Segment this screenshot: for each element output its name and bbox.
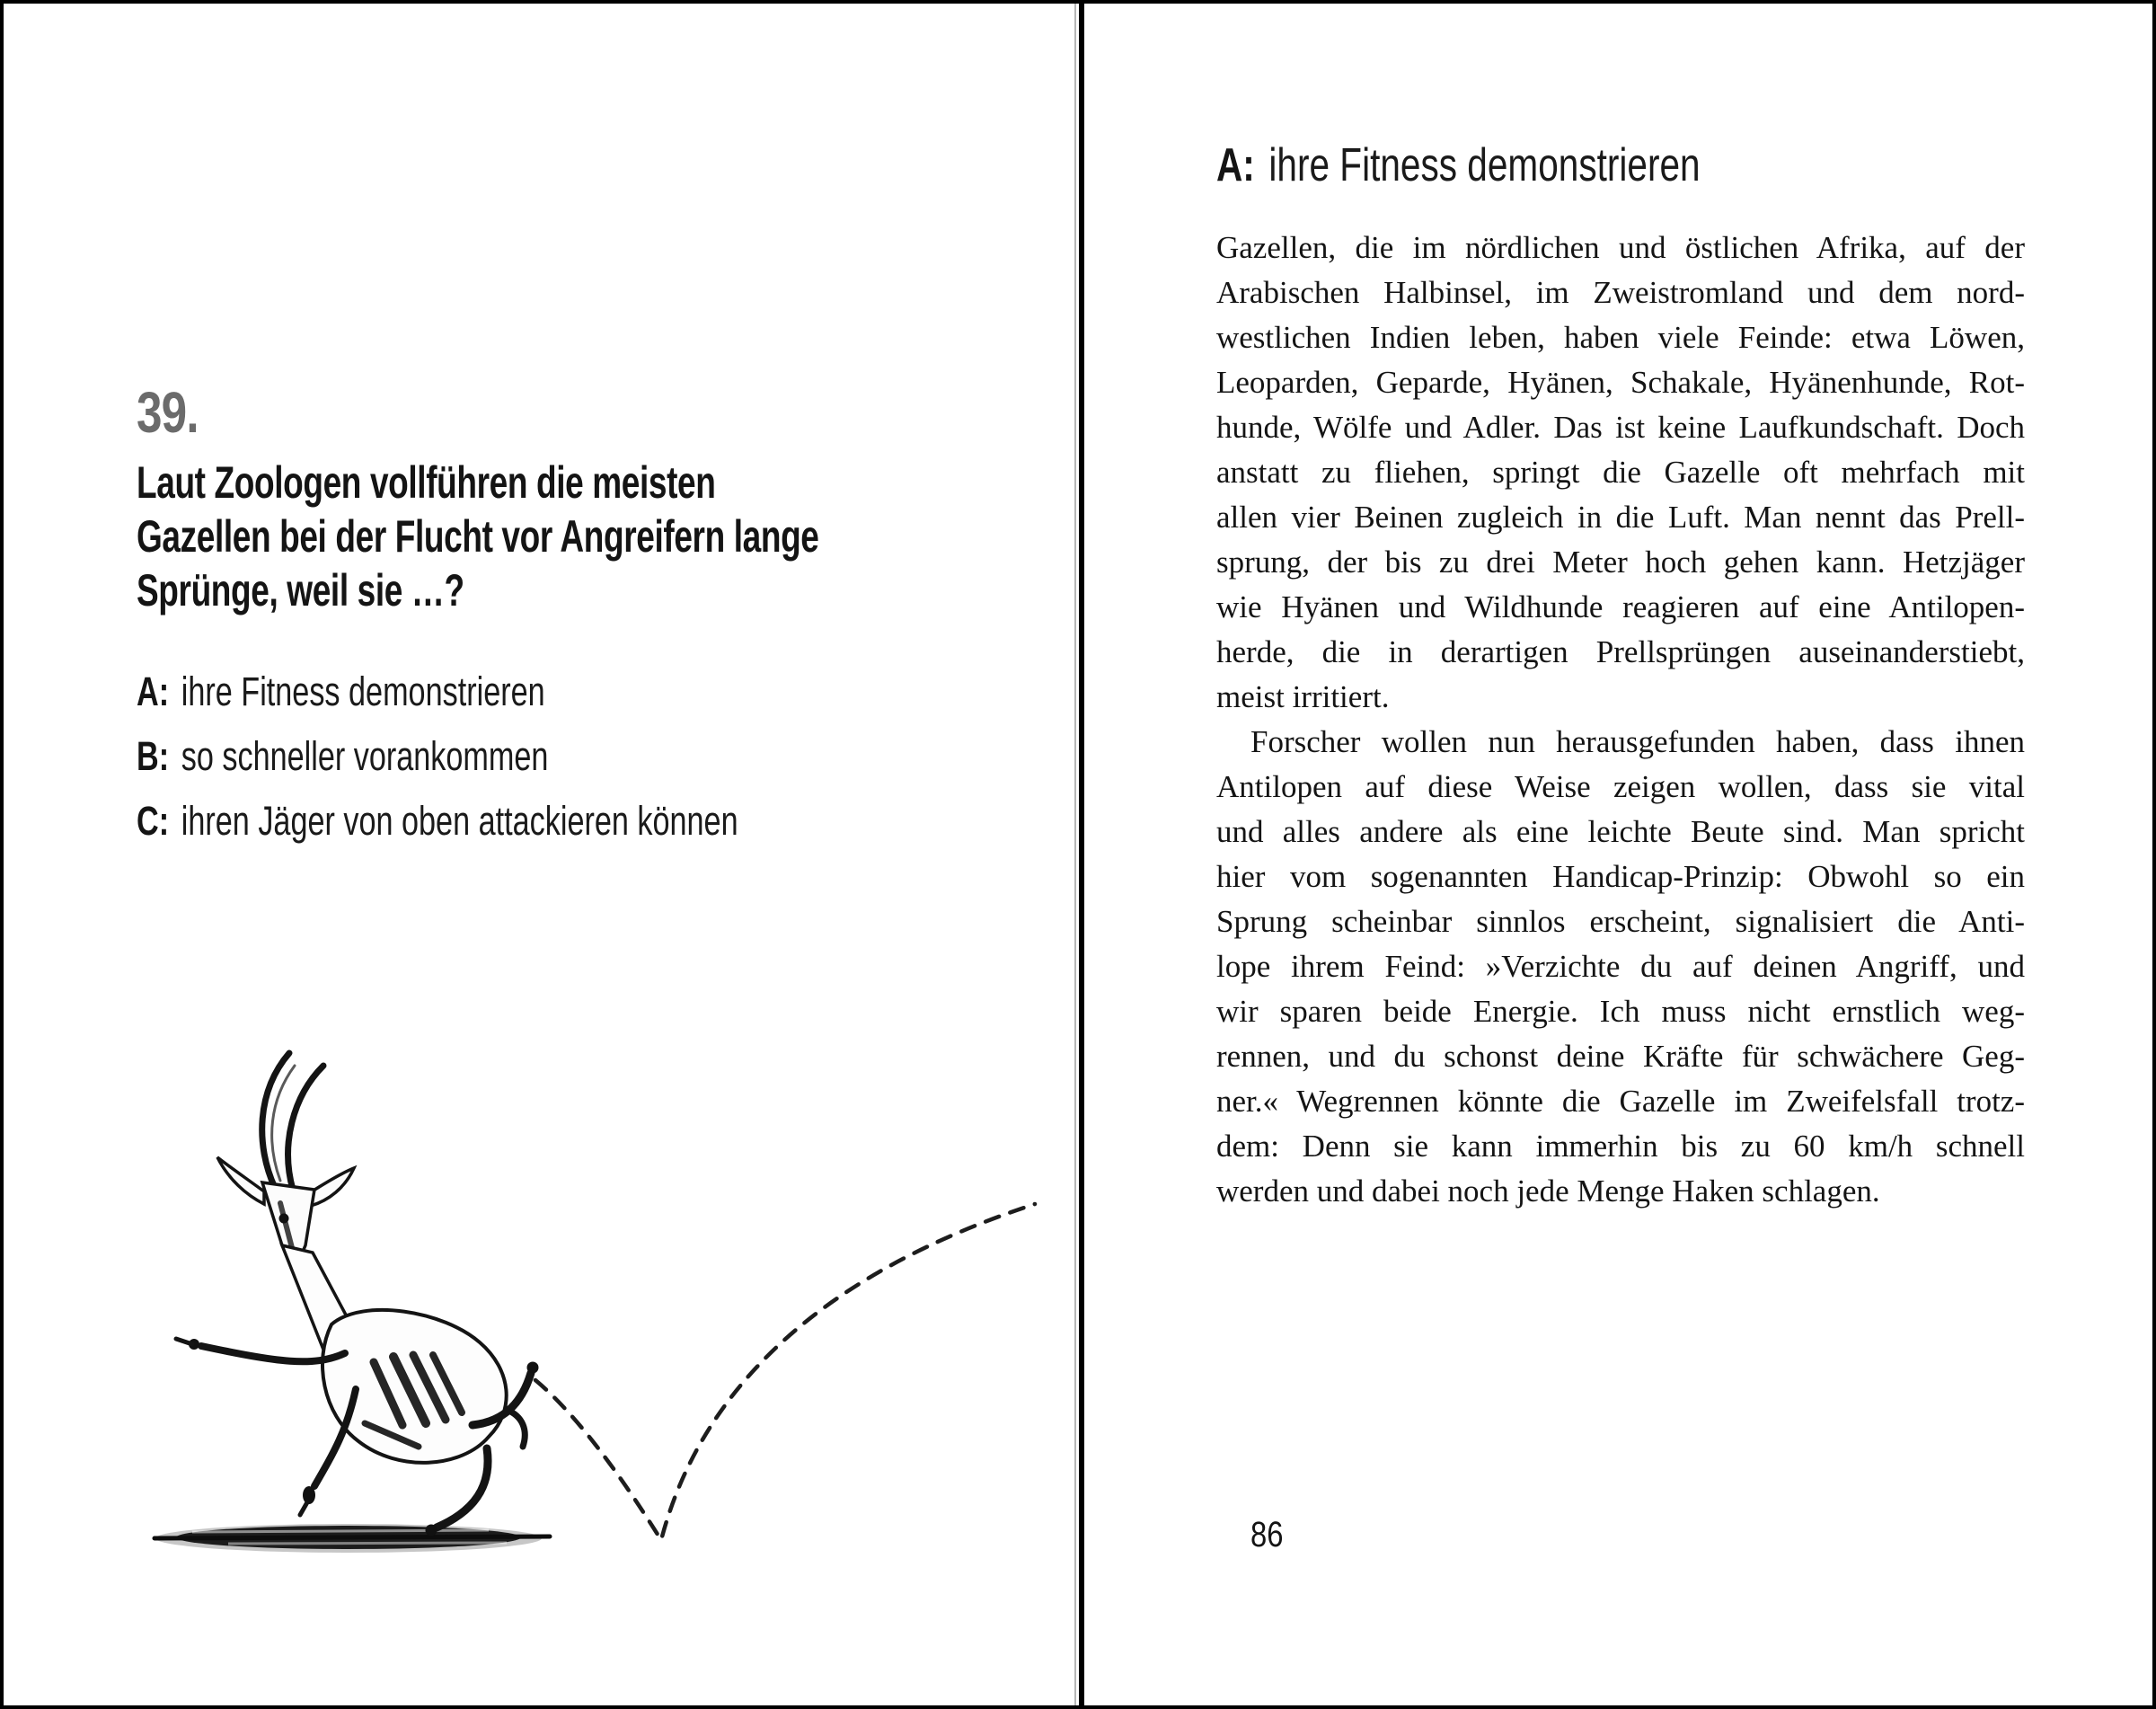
text-line: hunde, Wölfe und Adler. Das ist keine Laufkundschaft. Doch (1216, 410, 2025, 445)
bounce-trajectory-dashed (535, 1204, 1035, 1540)
answer-body-text (1216, 226, 2025, 1214)
ground-shadow-scribble (155, 1524, 550, 1553)
option-letter: B: (137, 733, 170, 779)
text-line: allen vier Beinen zugleich in die Luft. Man nennt das Prell- (1216, 500, 2025, 535)
option-text: ihre Fitness demonstrieren (181, 669, 545, 714)
text-line: Forscher wollen nun herausgefunden haben, dass ihnen (1250, 724, 2025, 759)
text-line: wie Hyänen und Wildhunde reagieren auf eine Antilopen- (1216, 589, 2025, 624)
gazelle-drawing (176, 1053, 539, 1536)
text-line: sprung, der bis zu drei Meter hoch gehen kann. Hetzjäger (1216, 545, 2025, 580)
answer-option (137, 733, 1024, 780)
option-letter: A: (137, 669, 170, 714)
gazelle-ears (217, 1157, 264, 1204)
text-line: Gazellen, die im nördlichen und östlichen Afrika, auf der (1216, 230, 2025, 265)
text-line: Antilopen auf diese Weise zeigen wollen, dass sie vital (1216, 769, 2025, 804)
answer-option (137, 798, 1024, 845)
text-line: hier vom sogenannten Handicap-Prinzip: Obwohl so ein (1216, 859, 2025, 894)
answer-option (137, 669, 1024, 715)
question-number: 39. (137, 380, 199, 445)
paragraph (1216, 226, 2025, 720)
answer-heading (1216, 138, 2127, 192)
text-line: und alles andere als eine leichte Beute sind. Man spricht (1216, 814, 2025, 849)
paragraph (1216, 720, 2025, 1214)
page-gutter-highlight (1074, 4, 1076, 1709)
gazelle-body (323, 1310, 507, 1463)
gazelle-illustration (129, 1037, 1046, 1603)
text-line: ner.« Wegrennen könnte die Gazelle im Zweifelsfall trotz- (1216, 1084, 2025, 1119)
text-line: lope ihrem Feind: »Verzichte du auf deinen Angriff, und (1216, 949, 2025, 984)
option-text: so schneller vorankommen (181, 733, 549, 779)
text-line: rennen, und du schonst deine Kräfte für schwächere Geg- (1216, 1039, 2025, 1074)
answer-letter: A: (1216, 139, 1255, 191)
page-number: 86 (1250, 1515, 1284, 1554)
gazelle-tail (507, 1410, 525, 1447)
text-line: Sprung scheinbar sinnlos erscheint, signalisiert die Anti- (1216, 904, 2025, 939)
text-line: meist irritiert. (1216, 679, 1390, 714)
page-gutter-line (1079, 4, 1084, 1709)
answer-text: ihre Fitness demonstrieren (1268, 139, 1701, 191)
text-line: westlichen Indien leben, haben viele Feinde: etwa Löwen, (1216, 320, 2025, 355)
text-line: anstatt zu fliehen, springt die Gazelle oft mehrfach mit (1216, 455, 2025, 490)
text-line: dem: Denn sie kann immerhin bis zu 60 km/h schnell (1216, 1129, 2025, 1164)
text-line: Leoparden, Geparde, Hyänen, Schakale, Hyänenhunde, Rot- (1216, 365, 2025, 400)
answer-options (137, 669, 1024, 863)
text-line: herde, die in derartigen Prellsprüngen auseinanderstiebt, (1216, 634, 2025, 669)
question-line: Laut Zoologen vollführen die meisten (137, 457, 716, 508)
option-letter: C: (137, 798, 170, 844)
question-text (137, 456, 1001, 617)
text-line: Arabischen Halbinsel, im Zweistromland und dem nord- (1216, 275, 2025, 310)
question-line: Gazellen bei der Flucht vor Angreifern lange (137, 511, 819, 562)
option-text: ihren Jäger von oben attackieren können (181, 798, 738, 844)
text-line: werden und dabei noch jede Menge Haken schlagen. (1216, 1173, 1880, 1209)
text-line: wir sparen beide Energie. Ich muss nicht ernstlich weg- (1216, 994, 2025, 1029)
question-line: Sprünge, weil sie …? (137, 565, 464, 615)
